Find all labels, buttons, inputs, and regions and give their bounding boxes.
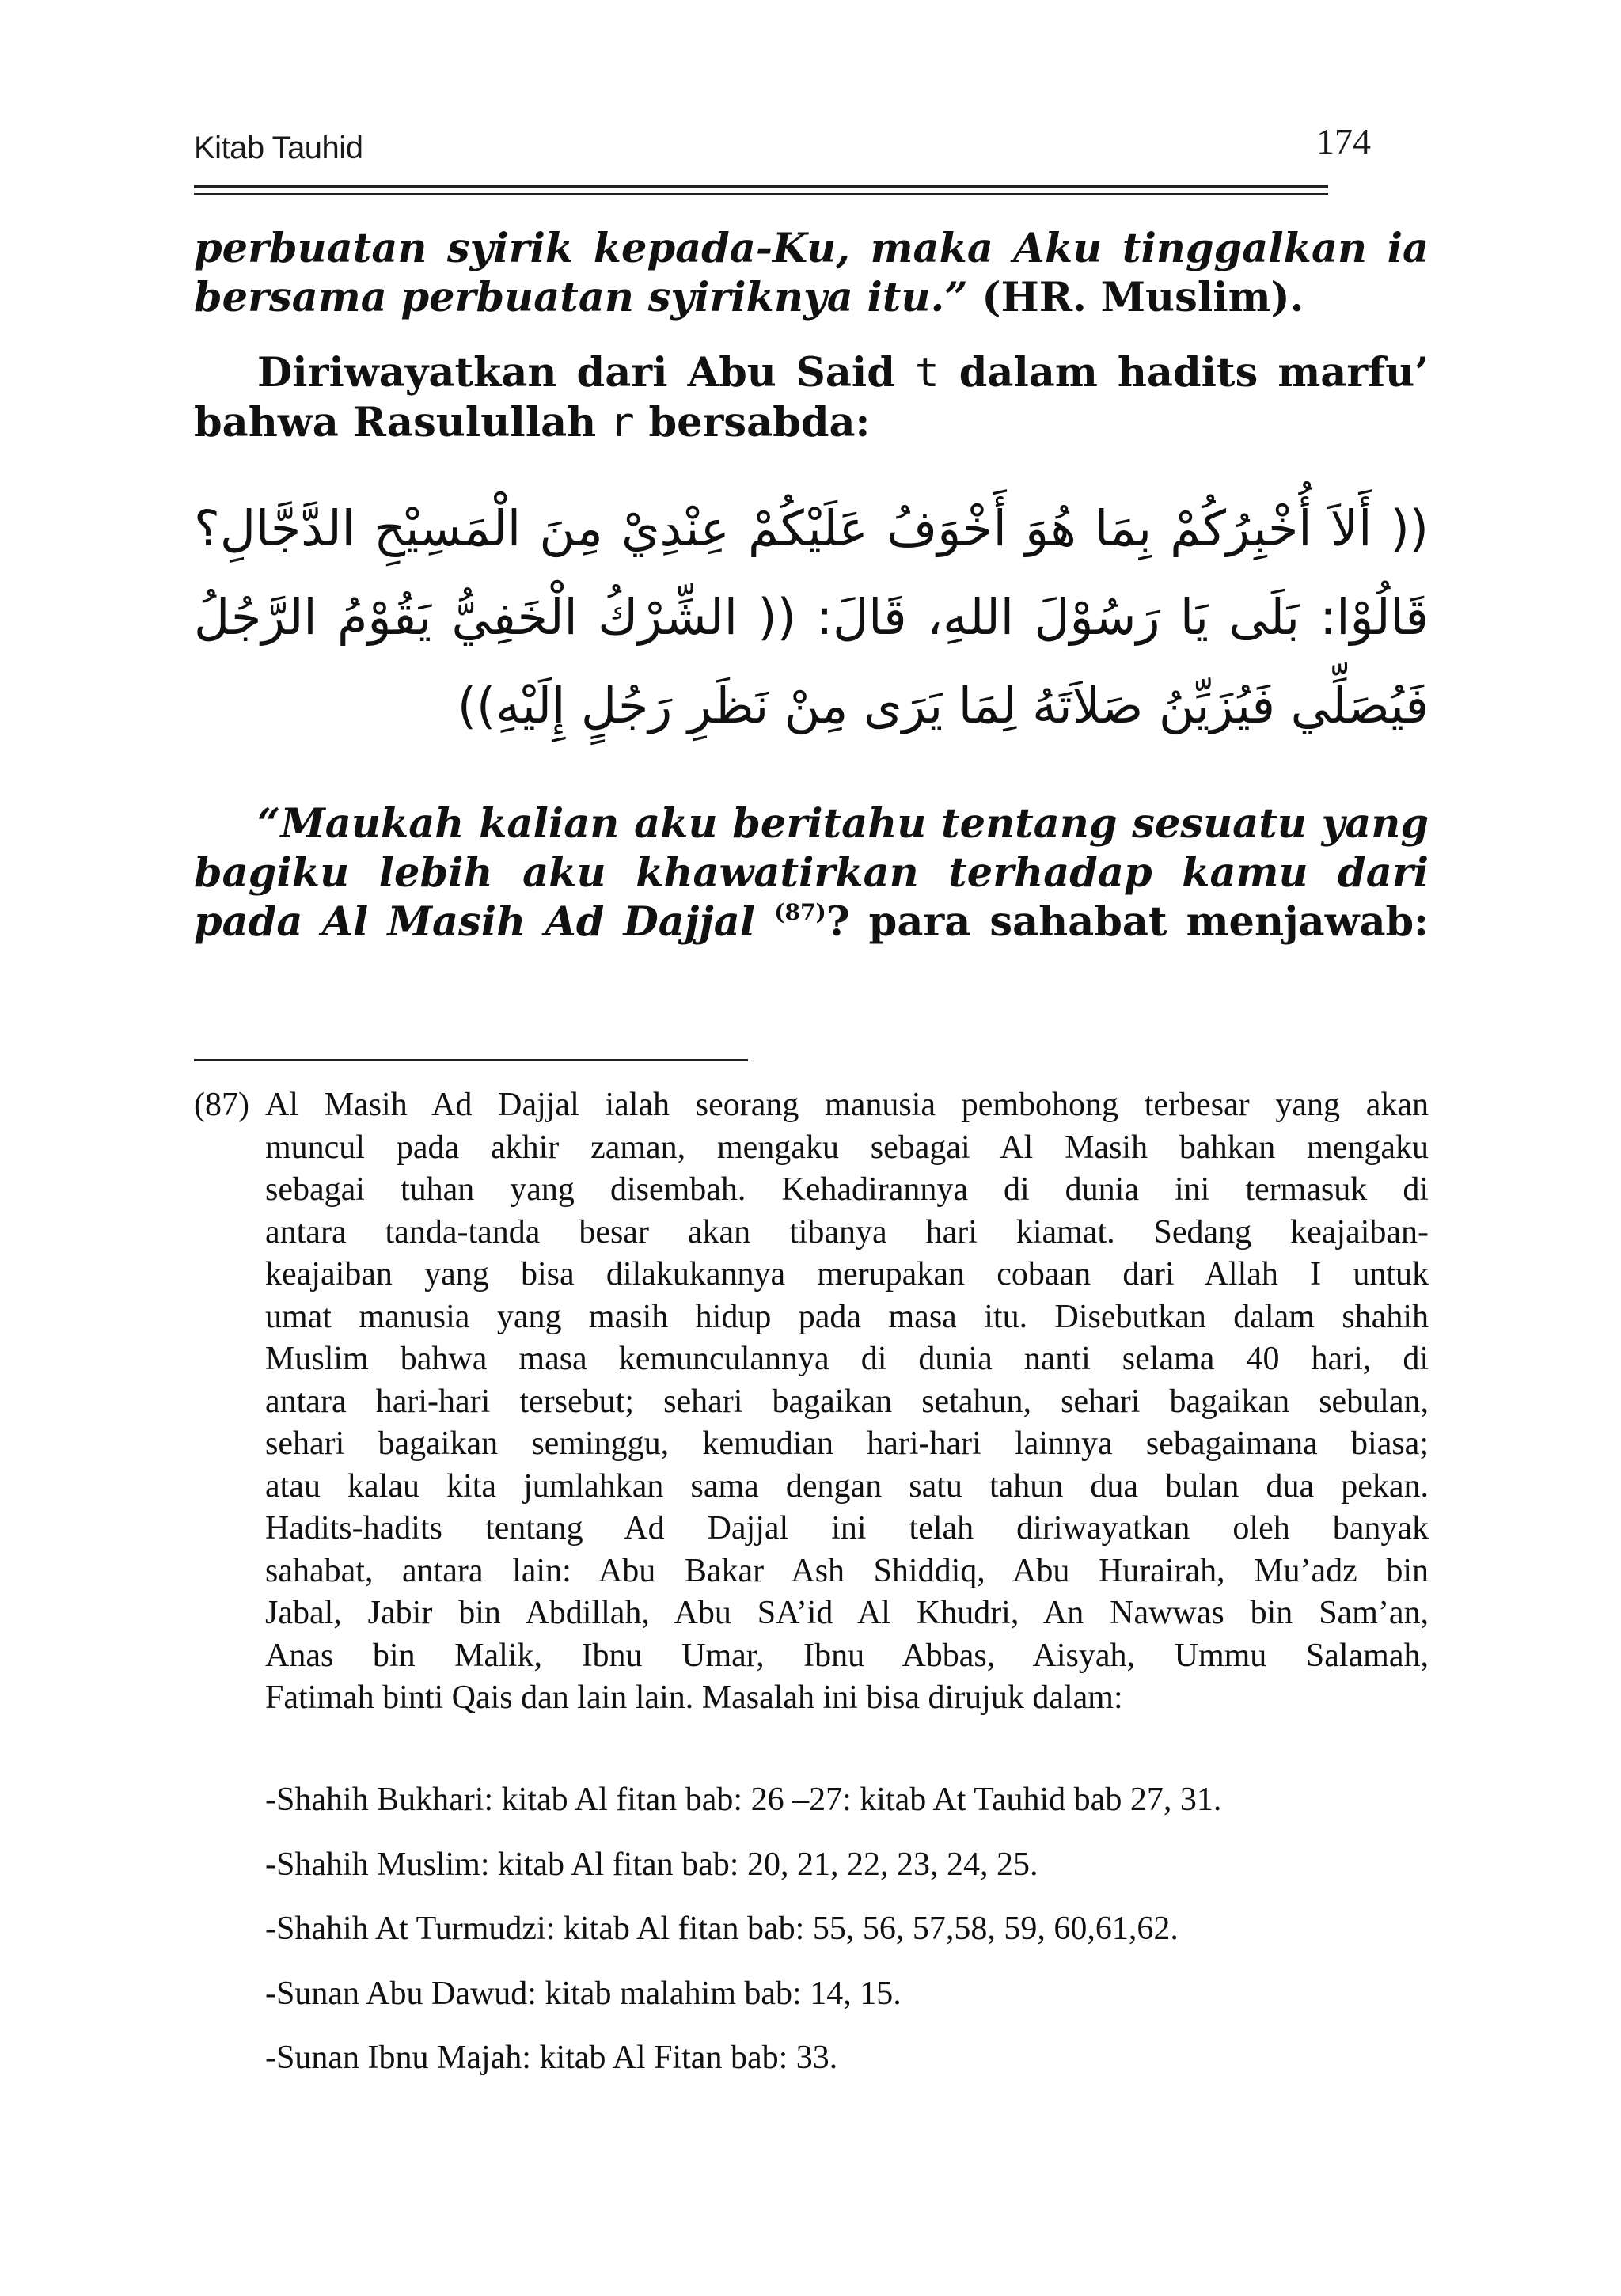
- footnote-line: sebagai tuhan yang disembah. Kehadirannya di dunia ini termasuk di: [265, 1171, 1429, 1208]
- footnote-line: sahabat, antara lain: Abu Bakar Ash Shiddiq, Abu Hurairah, Mu’adz bin: [265, 1552, 1429, 1589]
- footnote-line: Fatimah binti Qais dan lain lain. Masalah ini bisa dirujuk dalam:: [265, 1679, 1123, 1716]
- footnote-line: Hadits-hadits tentang Ad Dajjal ini telah diriwayatkan oleh banyak: [265, 1510, 1429, 1546]
- footnote-line: atau kalau kita jumlahkan sama dengan satu tahun dua bulan dua pekan.: [265, 1467, 1429, 1505]
- honorific-symbol: t: [914, 350, 940, 397]
- footnote-87: [194, 1084, 1429, 1720]
- footnote-line: keajaiban yang bisa dilakukannya merupakan cobaan dari Allah I untuk: [265, 1256, 1429, 1292]
- footnote-line: Jabal, Jabir bin Abdillah, Abu SA’id Al Khudri, An Nawwas bin Sam’an,: [265, 1595, 1429, 1631]
- paragraph-line-italic: bersama perbuatan syiriknya itu.”: [194, 274, 968, 321]
- arabic-line: (( أَلاَ أُخْبِرُكُمْ بِمَا هُوَ أَخْوَفُ عَلَيْكُمْ عِنْدِيْ مِنَ الْمَسِيْحِ الدَّجَّالِ؟: [194, 499, 1429, 557]
- paragraph-narration: [194, 348, 1429, 448]
- footnote-reference[interactable]: (87): [774, 899, 826, 925]
- footnote-line: Muslim bahwa masa kemunculannya di dunia nanti selama 40 hari, di: [265, 1341, 1429, 1377]
- paragraph-line: bagiku lebih aku khawatirkan terhadap kamu dari: [194, 849, 1429, 897]
- header-rule-thick: [194, 185, 1328, 188]
- reference-list: [265, 1779, 1429, 2102]
- running-header-title: Kitab Tauhid: [194, 131, 363, 165]
- footnote-line: muncul pada akhir zaman, mengaku sebagai Al Masih bahkan mengaku: [265, 1129, 1429, 1166]
- footnote-line: Anas bin Malik, Ibnu Umar, Ibnu Abbas, Aisyah, Ummu Salamah,: [265, 1637, 1429, 1674]
- paragraph-line: Diriwayatkan dari Abu Said t dalam hadits marfu’: [257, 349, 1429, 397]
- hadith-source: (HR. Muslim).: [967, 274, 1304, 321]
- header-rule-thin: [194, 193, 1328, 195]
- paragraph-line: perbuatan syirik kepada-Ku, maka Aku tinggalkan ia: [194, 225, 1429, 272]
- reference-item: -Shahih Bukhari: kitab Al fitan bab: 26 –27: kitab At Tauhid bab 27, 31.: [265, 1782, 1222, 1818]
- arabic-line: قَالُوْا: بَلَى يَا رَسُوْلَ اللهِ، قَالَ: (( الشِّرْكُ الْخَفِيُّ يَقُوْمُ الرَّجُلُ: [194, 588, 1429, 646]
- footnote-number: (87): [194, 1087, 249, 1123]
- paragraph-translation: [194, 799, 1429, 947]
- footnote-line: sehari bagaikan seminggu, kemudian hari-hari lainnya sebagaimana biasa;: [265, 1425, 1429, 1462]
- footnote-line: umat manusia yang masih hidup pada masa itu. Disebutkan dalam shahih: [265, 1298, 1429, 1335]
- honorific-symbol: r: [609, 400, 635, 446]
- footnote-line: Al Masih Ad Dajjal ialah seorang manusia pembohong terbesar yang akan: [265, 1087, 1429, 1123]
- footnote-body: [265, 1084, 1429, 1720]
- paragraph-hadith-end: [194, 224, 1429, 323]
- footnote-line: antara hari-hari tersebut; sehari bagaikan setahun, sehari bagaikan sebulan,: [265, 1383, 1429, 1420]
- reference-item: -Shahih At Turmudzi: kitab Al fitan bab: 55, 56, 57,58, 59, 60,61,62.: [265, 1911, 1179, 1947]
- paragraph-line: “Maukah kalian aku beritahu tentang sesuatu yang: [257, 800, 1429, 848]
- page-number: 174: [1316, 121, 1371, 161]
- arabic-hadith-text: [194, 484, 1429, 750]
- footnote-line: antara tanda-tanda besar akan tibanya hari kiamat. Sedang keajaiban-: [265, 1213, 1429, 1250]
- reference-item: -Shahih Muslim: kitab Al fitan bab: 20, 21, 22, 23, 24, 25.: [265, 1846, 1038, 1883]
- footnote-separator: [194, 1059, 748, 1061]
- reference-item: -Sunan Abu Dawud: kitab malahim bab: 14, 15.: [265, 1975, 902, 2012]
- paragraph-line-bold: ? para sahabat menjawab:: [826, 898, 1429, 946]
- paragraph-line-italic: pada Al Masih Ad Dajjal: [194, 898, 775, 946]
- reference-item: -Sunan Ibnu Majah: kitab Al Fitan bab: 33.: [265, 2040, 838, 2076]
- paragraph-line: bahwa Rasulullah r bersabda:: [194, 399, 871, 446]
- arabic-line: فَيُصَلِّي فَيُزَيِّنُ صَلاَتَهُ لِمَا يَرَى مِنْ نَظَرِ رَجُلٍ إِلَيْهِ)): [457, 677, 1429, 734]
